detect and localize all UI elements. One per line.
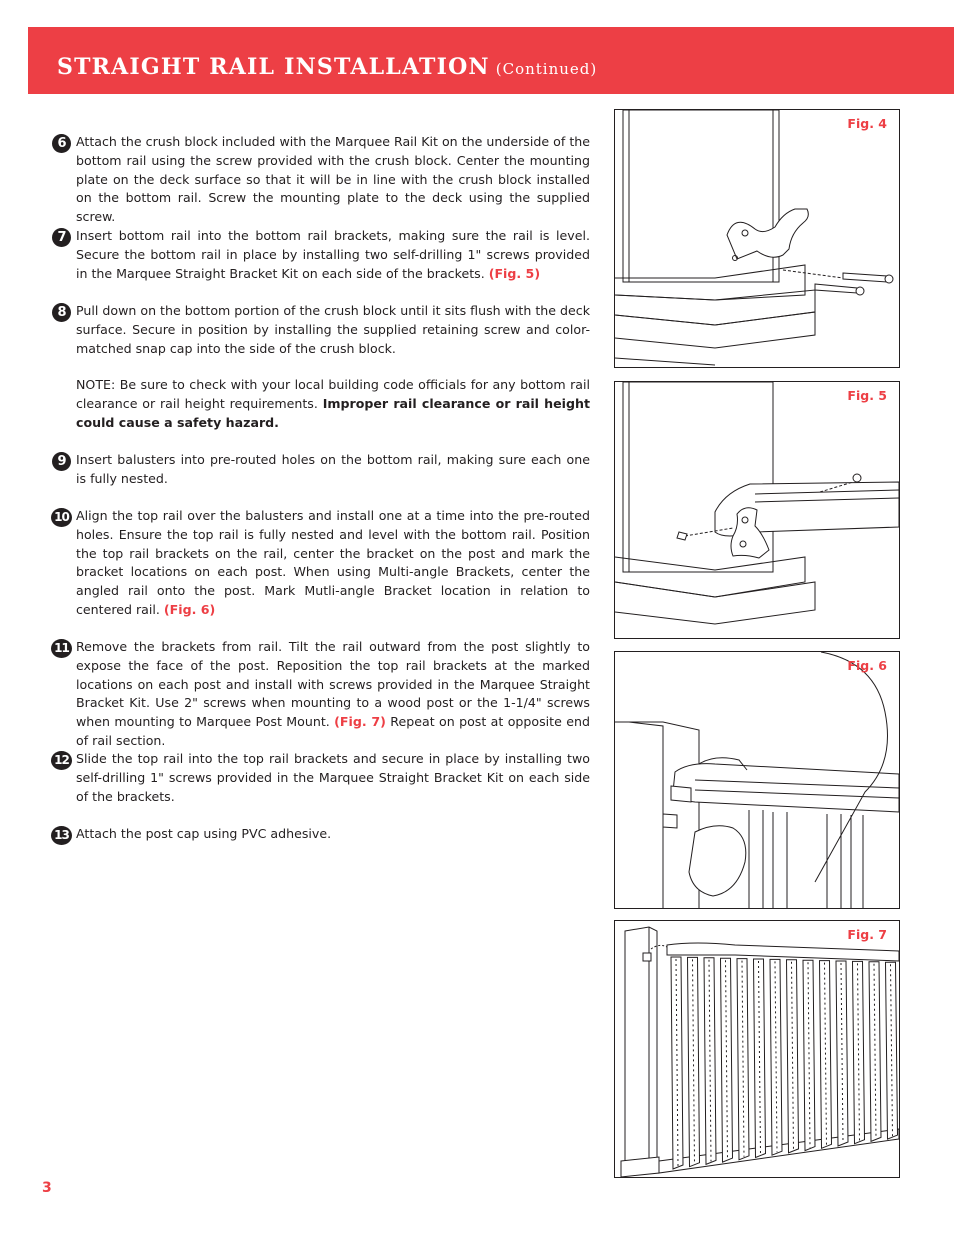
figure-6-illustration <box>615 652 899 908</box>
step-text-body: Attach the post cap using PVC adhesive. <box>76 826 332 841</box>
step-7 <box>52 227 590 283</box>
step-text <box>76 750 590 806</box>
baluster <box>803 960 815 1150</box>
step-text <box>76 825 590 844</box>
step-number-badge: 9 <box>52 452 71 471</box>
step-text <box>76 302 590 358</box>
figure-4 <box>614 109 900 368</box>
step-text <box>76 133 590 227</box>
step-text-body: Slide the top rail into the top rail brackets and secure in place by installing two self-drilling 1" screws provided in the Marquee Straight Bracket Kit on each side of the brackets. <box>76 751 590 804</box>
baluster <box>721 958 733 1162</box>
step-text-body: Insert balusters into pre-routed holes on the bottom rail, making sure each one is fully nested. <box>76 452 590 486</box>
baluster <box>754 959 766 1158</box>
step-text-body: Insert bottom rail into the bottom rail brackets, making sure the rail is level. Secure the bottom rail in place by installing two self-drilling 1" screws provided in the Marquee Straight Bracket Kit on each side of the brackets. <box>76 228 590 281</box>
step-text-body: Align the top rail over the balusters and install one at a time into the pre-routed holes. Ensure the top rail is fully nested and level with the bottom rail. Position the top rail brackets on the rail, center the bracket on the post and mark the bracket locations on each post. When using Multi-angle Brackets, center the angled rail onto the post. Mark Mutli-angle Bracket location in relation to centered rail. <box>76 508 590 617</box>
baluster <box>869 962 881 1142</box>
page-title <box>57 54 597 80</box>
step-number-badge: 6 <box>52 134 71 153</box>
note-warning: Improper rail clearance or rail height could cause a safety hazard. <box>76 395 590 430</box>
step-12 <box>52 750 590 806</box>
step-text <box>76 227 590 283</box>
figure-label: Fig. 7 <box>847 927 887 942</box>
figure-7-illustration <box>615 921 899 1177</box>
figure-reference: (Fig. 7) <box>334 714 386 730</box>
figure-7 <box>614 920 900 1178</box>
step-number-badge: 13 <box>51 826 72 845</box>
step-11 <box>52 638 590 751</box>
page-header-banner <box>28 27 954 94</box>
figure-4-illustration <box>615 110 899 367</box>
title-continued: (Continued) <box>495 60 598 78</box>
figure-6 <box>614 651 900 909</box>
safety-note <box>76 376 590 432</box>
baluster <box>671 957 683 1169</box>
baluster <box>737 959 749 1160</box>
figure-reference: (Fig. 6) <box>163 601 216 617</box>
step-text-after: Repeat on post at opposite end of rail section. <box>76 714 590 748</box>
step-number-badge: 12 <box>51 751 72 770</box>
step-13 <box>52 825 590 844</box>
figure-label: Fig. 4 <box>847 116 887 131</box>
page-number: 3 <box>42 1180 52 1196</box>
step-text <box>76 638 590 751</box>
baluster <box>688 957 700 1166</box>
step-9 <box>52 451 590 489</box>
step-number-badge: 7 <box>52 228 71 247</box>
figure-label: Fig. 6 <box>847 658 887 673</box>
step-10 <box>52 507 590 620</box>
figure-5 <box>614 381 900 639</box>
step-text <box>76 451 590 489</box>
step-6 <box>52 133 590 227</box>
step-text-body: Attach the crush block included with the Marquee Rail Kit on the underside of the bottom rail using the screw provided with the crush block. Center the mounting plate on the deck surface so that it will be in line with the crush block installed on the bottom rail. Screw the mounting plate to the deck using the supplied screw. <box>76 134 590 225</box>
step-8 <box>52 302 590 358</box>
step-text <box>76 507 590 620</box>
figure-label: Fig. 5 <box>847 388 887 403</box>
step-number-badge: 11 <box>51 639 72 658</box>
baluster <box>853 961 865 1143</box>
step-text-body: Pull down on the bottom portion of the crush block until it sits flush with the deck surface. Secure in position by installing the supplied retaining screw and color-matched snap cap into the side of the crush block. <box>76 303 590 356</box>
figure-reference: (Fig. 5) <box>488 265 541 281</box>
step-text-body: Remove the brackets from rail. Tilt the rail outward from the post slightly to expose the face of the post. Reposition the top rail brackets at the marked locations on each post and install with screws provided in the Marquee Straight Bracket Kit. Use 2" screws when mounting to a wood post or the 1-1/4" screws when mounting to Marquee Post Mount. <box>76 639 590 730</box>
note-text: NOTE: Be sure to check with your local building code officials for any bottom rail clearance or rail height requirements. <box>76 377 590 411</box>
figure-5-illustration <box>615 382 899 638</box>
title-main: STRAIGHT RAIL INSTALLATION <box>57 54 490 80</box>
step-number-badge: 10 <box>51 508 72 527</box>
step-number-badge: 8 <box>52 303 71 322</box>
baluster <box>787 960 799 1153</box>
